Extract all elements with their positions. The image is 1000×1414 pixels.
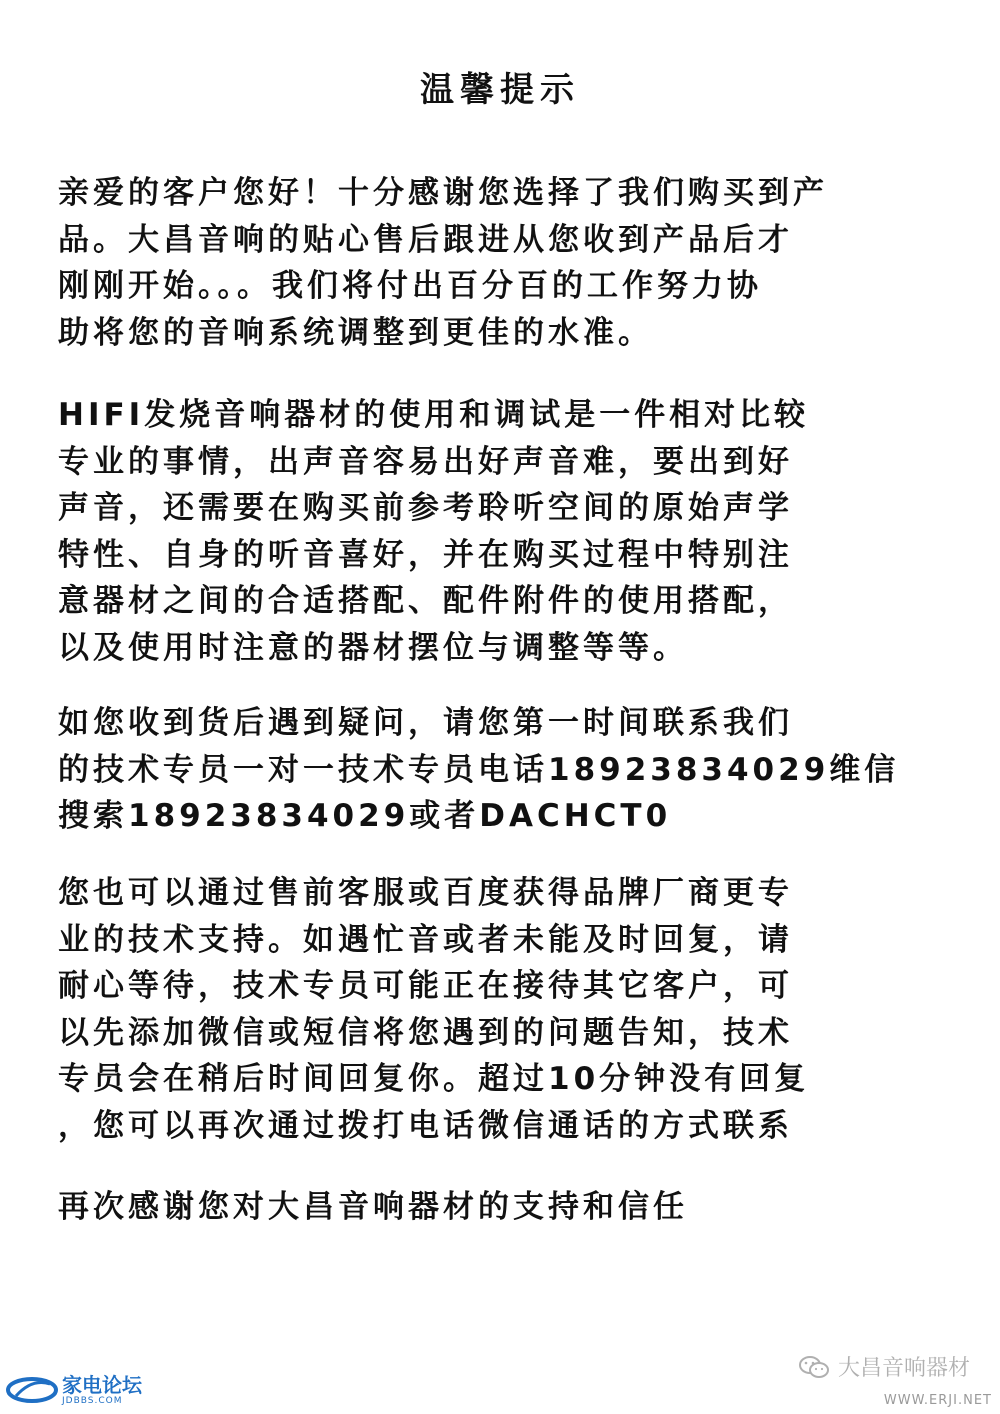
text-line: 如您收到货后遇到疑问，请您第一时间联系我们 (58, 705, 793, 741)
text-line: 专业的事情，出声音容易出好声音难，要出到好 (58, 443, 793, 480)
jdbbs-logo-subtext: JDBBS.COM (62, 1396, 123, 1406)
text-line: 品。大昌音响的贴心售后跟进从您收到产品后才 (58, 221, 793, 258)
paragraph-greeting (58, 170, 948, 356)
text-line: 耐心等待，技术专员可能正在接待其它客户，可 (58, 968, 793, 1004)
watermark-text: 大昌音响器材 (837, 1356, 970, 1381)
paragraph-thanks (58, 1184, 948, 1231)
paragraph-support (58, 870, 948, 1149)
text-line: 搜索18923834029或者DACHCT0 (58, 798, 672, 834)
text-line: 刚刚开始。。。我们将付出百分百的工作努力协 (58, 268, 762, 304)
site-url: WWW.ERJI.NET (883, 1393, 992, 1408)
text-line: 的技术专员一对一技术专员电话18923834029维信 (58, 751, 900, 788)
text-line: 特性、自身的听音喜好，并在购买过程中特别注 (58, 536, 793, 573)
text-line: 意器材之间的合适搭配、配件附件的使用搭配， (58, 583, 793, 619)
jdbbs-logo (6, 1372, 142, 1408)
text-line: 以及使用时注意的器材摆位与调整等等。 (58, 629, 688, 666)
page-title: 温馨提示 (420, 70, 580, 110)
text-line: 您也可以通过售前客服或百度获得品牌厂商更专 (58, 875, 793, 911)
text-line: 声音，还需要在购买前参考聆听空间的原始声学 (58, 490, 793, 526)
text-line: 以先添加微信或短信将您遇到的问题告知，技术 (58, 1014, 793, 1051)
wechat-watermark (798, 1351, 970, 1382)
text-line: 再次感谢您对大昌音响器材的支持和信任 (58, 1189, 688, 1225)
text-line: 亲爱的客户您好！十分感谢您选择了我们购买到产 (58, 175, 828, 211)
text-line: 业的技术支持。如遇忙音或者未能及时回复，请 (58, 921, 793, 958)
text-line: 专员会在稍后时间回复你。超过10分钟没有回复 (58, 1061, 810, 1097)
paragraph-hifi-setup (58, 392, 948, 671)
jdbbs-logo-text: 家电论坛 (62, 1373, 142, 1397)
paragraph-contact (58, 700, 948, 840)
text-line: ，您可以再次通过拨打电话微信通话的方式联系 (58, 1107, 793, 1144)
text-line: HIFI发烧音响器材的使用和调试是一件相对比较 (58, 397, 810, 433)
jdbbs-logo-icon (6, 1376, 58, 1404)
text-line: 助将您的音响系统调整到更佳的水准。 (58, 314, 653, 351)
wechat-icon (798, 1354, 830, 1380)
